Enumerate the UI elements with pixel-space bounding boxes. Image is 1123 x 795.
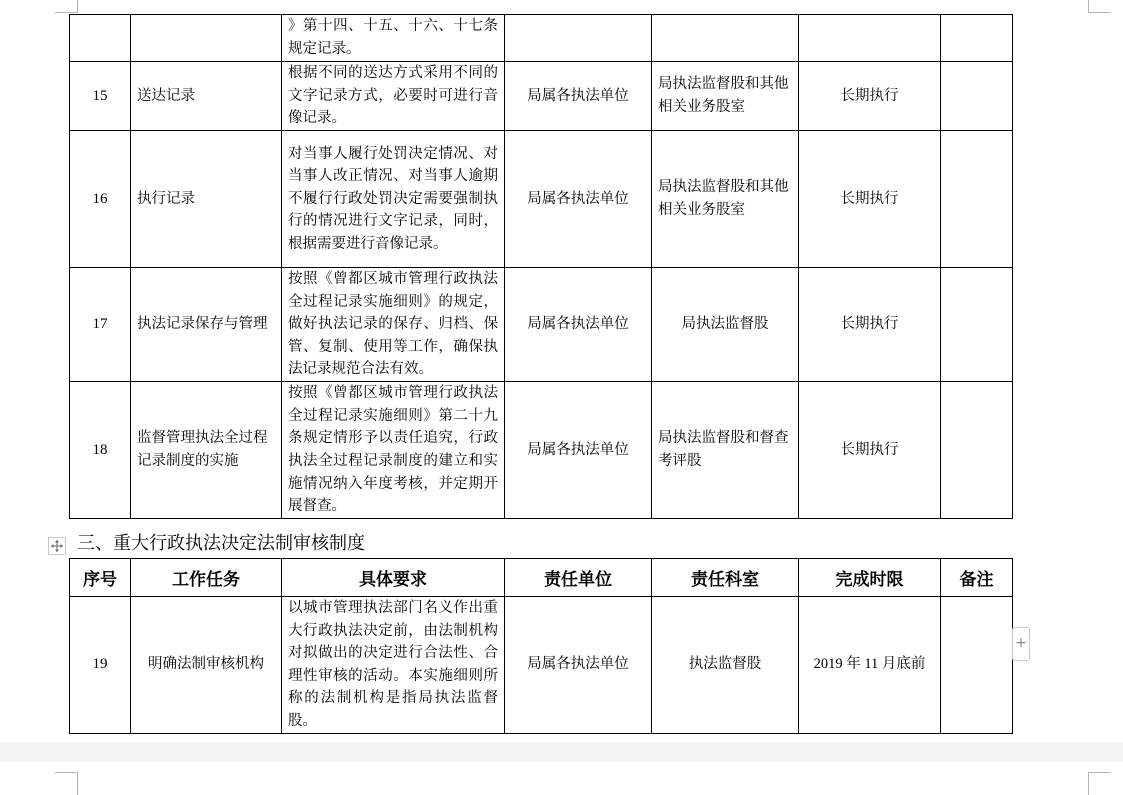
requirement-cell: 根据不同的送达方式采用不同的文字记录方式，必要时可进行音像记录。 [282,62,505,131]
row-number: 16 [70,131,131,268]
table-row [70,15,1013,62]
table-row [70,62,1013,131]
header-deadline: 完成时限 [799,559,941,597]
task-cell: 送达记录 [131,62,282,131]
note-cell [941,131,1013,268]
note-cell [941,382,1013,519]
task-cell: 执法记录保存与管理 [131,268,282,382]
requirement-cell: 对当事人履行处罚决定情况、对当事人改正情况、对当事人逾期不履行行政处罚决定需要强制执行的情况进行文字记录，同时，根据需要进行音像记录。 [282,131,505,268]
deadline-cell: 长期执行 [799,268,941,382]
header-note: 备注 [941,559,1013,597]
requirement-cell: 按照《曾都区城市管理行政执法全过程记录实施细则》的规定，做好执法记录的保存、归档、保管、复制、使用等工作，确保执法记录规范合法有效。 [282,268,505,382]
office-cell: 执法监督股 [652,597,799,734]
table-row [70,131,1013,268]
note-cell [941,597,1013,734]
record-table [69,14,1013,519]
move-arrows-icon [50,539,64,553]
table-row [70,268,1013,382]
plus-icon: + [1015,635,1027,651]
note-cell [941,15,1013,62]
task-cell [131,15,282,62]
table-move-handle[interactable] [48,537,66,555]
row-number: 15 [70,62,131,131]
row-number: 18 [70,382,131,519]
office-cell: 局执法监督股和督查考评股 [652,382,799,519]
header-number: 序号 [70,559,131,597]
table-row [70,382,1013,519]
unit-cell [505,15,652,62]
row-number: 19 [70,597,131,734]
table-header-row [70,559,1013,597]
margin-corner-mark [1088,0,1111,13]
office-cell [652,15,799,62]
unit-cell: 局属各执法单位 [505,62,652,131]
review-table [69,558,1013,734]
task-cell: 监督管理执法全过程记录制度的实施 [131,382,282,519]
add-row-button[interactable] [1012,627,1030,661]
deadline-cell [799,15,941,62]
margin-corner-mark [1088,772,1111,795]
row-number: 17 [70,268,131,382]
deadline-cell: 2019 年 11 月底前 [799,597,941,734]
margin-corner-mark [55,772,78,795]
table-row [70,597,1013,734]
office-cell: 局执法监督股和其他相关业务股室 [652,62,799,131]
deadline-cell: 长期执行 [799,382,941,519]
page-gap [0,742,1123,762]
section-heading: 三、重大行政执法决定法制审核制度 [77,533,365,554]
margin-corner-mark [55,0,78,13]
requirement-cell: 以城市管理执法部门名义作出重大行政执法决定前，由法制机构对拟做出的决定进行合法性、合理性审核的活动。本实施细则所称的法制机构是指局执法监督股。 [282,597,505,734]
office-cell: 局执法监督股和其他相关业务股室 [652,131,799,268]
task-cell: 执行记录 [131,131,282,268]
row-number [70,15,131,62]
office-cell: 局执法监督股 [652,268,799,382]
unit-cell: 局属各执法单位 [505,268,652,382]
deadline-cell: 长期执行 [799,131,941,268]
header-unit: 责任单位 [505,559,652,597]
header-task: 工作任务 [131,559,282,597]
unit-cell: 局属各执法单位 [505,597,652,734]
unit-cell: 局属各执法单位 [505,382,652,519]
task-cell: 明确法制审核机构 [131,597,282,734]
header-requirement: 具体要求 [282,559,505,597]
deadline-cell: 长期执行 [799,62,941,131]
requirement-cell: 》第十四、十五、十六、十七条规定记录。 [282,15,505,62]
note-cell [941,62,1013,131]
unit-cell: 局属各执法单位 [505,131,652,268]
note-cell [941,268,1013,382]
requirement-cell: 按照《曾都区城市管理行政执法全过程记录实施细则》第二十九条规定情形予以责任追究，行政执法全过程记录制度的建立和实施情况纳入年度考核，并定期开展督查。 [282,382,505,519]
header-office: 责任科室 [652,559,799,597]
